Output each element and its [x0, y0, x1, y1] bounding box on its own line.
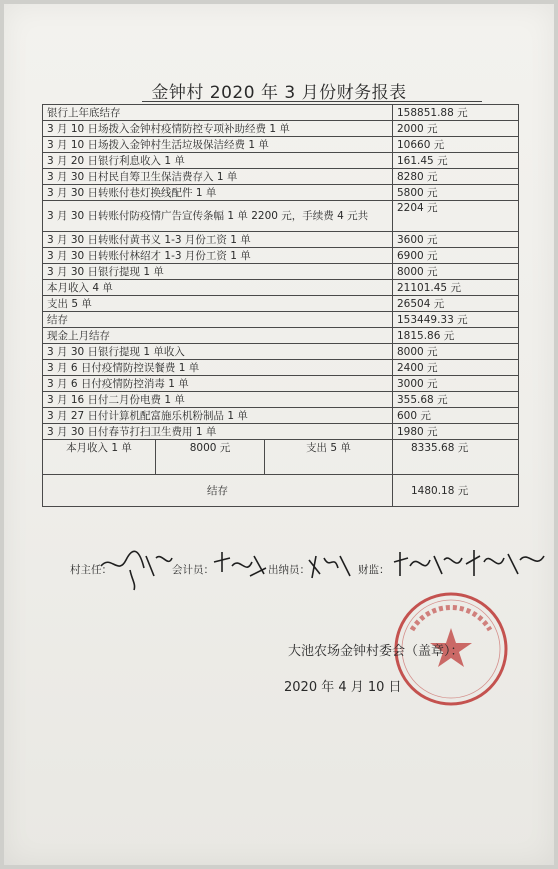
- row-description: 3 月 30 日村民自筹卫生保洁费存入 1 单: [43, 169, 393, 185]
- summary-income-label: 本月收入 1 单: [43, 440, 156, 474]
- table-row: [43, 248, 519, 264]
- title-underline: [142, 101, 482, 102]
- table-row: [43, 232, 519, 248]
- table-row: [43, 121, 519, 137]
- accountant-signature: [210, 548, 268, 584]
- row-amount: 8000 元: [393, 344, 519, 360]
- row-description: 3 月 30 日转账付防疫情广告宣传条幅 1 单 2200 元，手续费 4 元共: [43, 201, 393, 232]
- row-description: 3 月 16 日付二月份电费 1 单: [43, 392, 393, 408]
- row-description: 3 月 20 日银行利息收入 1 单: [43, 153, 393, 169]
- row-amount: 1815.86 元: [393, 328, 519, 344]
- row-amount: 3600 元: [393, 232, 519, 248]
- row-amount: 600 元: [393, 408, 519, 424]
- row-description: 3 月 30 日转账付黄书义 1-3 月份工资 1 单: [43, 232, 393, 248]
- row-description: 结存: [43, 312, 393, 328]
- table-row: [43, 280, 519, 296]
- row-description: 3 月 6 日付疫情防控消毒 1 单: [43, 376, 393, 392]
- row-amount: 2204 元: [393, 201, 519, 232]
- row-amount: 2400 元: [393, 360, 519, 376]
- row-amount: 3000 元: [393, 376, 519, 392]
- row-amount: 26504 元: [393, 296, 519, 312]
- table-row: [43, 344, 519, 360]
- row-description: 现金上月结存: [43, 328, 393, 344]
- row-description: 3 月 30 日转账付林绍才 1-3 月份工资 1 单: [43, 248, 393, 264]
- table-row: [43, 312, 519, 328]
- summary-expense-label: 支出 5 单: [306, 442, 351, 454]
- row-description: 3 月 30 日银行提现 1 单: [43, 264, 393, 280]
- cashier-label: 出纳员：: [268, 564, 310, 576]
- finance-label: 财监：: [358, 564, 390, 576]
- head-signature: [96, 546, 176, 592]
- organization-stamp-line: 大池农场金钟村委会（盖章）：: [288, 644, 464, 659]
- row-amount: 153449.33 元: [393, 312, 519, 328]
- table-row: [43, 360, 519, 376]
- summary-cell: [43, 440, 393, 475]
- balance-row: [43, 475, 519, 507]
- head-label: 村主任：: [70, 564, 112, 576]
- row-amount: 161.45 元: [393, 153, 519, 169]
- table-row: [43, 169, 519, 185]
- table-row: [43, 328, 519, 344]
- row-amount: 8280 元: [393, 169, 519, 185]
- row-amount: 21101.45 元: [393, 280, 519, 296]
- row-amount: 10660 元: [393, 137, 519, 153]
- row-description: 银行上年底结存: [43, 105, 393, 121]
- table-row: [43, 296, 519, 312]
- row-amount: 1980 元: [393, 424, 519, 440]
- row-description: 支出 5 单: [43, 296, 393, 312]
- row-amount: 158851.88 元: [393, 105, 519, 121]
- row-description: 3 月 10 日场拨入金钟村疫情防控专项补助经费 1 单: [43, 121, 393, 137]
- finance-table: [42, 104, 519, 507]
- table-row: [43, 185, 519, 201]
- table-row: [43, 424, 519, 440]
- row-amount: 355.68 元: [393, 392, 519, 408]
- row-description: 3 月 30 日转账付巷灯换线配件 1 单: [43, 185, 393, 201]
- summary-split: [43, 440, 392, 474]
- table-row: [43, 376, 519, 392]
- table-row: [43, 392, 519, 408]
- table-row: [43, 137, 519, 153]
- table-row: [43, 105, 519, 121]
- finance-signatures: [390, 546, 550, 586]
- row-amount: 2000 元: [393, 121, 519, 137]
- report-title: 金钟村 2020 年 3 月份财务报表: [151, 83, 407, 103]
- cashier-signature: [306, 550, 354, 584]
- finance-table-body: [43, 105, 519, 507]
- accountant-label: 会计员：: [172, 564, 214, 576]
- summary-row: [43, 440, 519, 475]
- row-amount: 5800 元: [393, 185, 519, 201]
- summary-income-amount: 8000 元: [156, 440, 265, 474]
- row-description: 3 月 30 日付春节打扫卫生费用 1 单: [43, 424, 393, 440]
- row-description: 3 月 30 日银行提现 1 单收入: [43, 344, 393, 360]
- row-description: 3 月 6 日付疫情防控误餐费 1 单: [43, 360, 393, 376]
- balance-amount: 1480.18 元: [393, 475, 519, 507]
- table-row: [43, 264, 519, 280]
- report-date: 2020 年 4 月 10 日: [284, 680, 402, 695]
- row-description: 本月收入 4 单: [43, 280, 393, 296]
- row-description: 3 月 10 日场拨入金钟村生活垃圾保洁经费 1 单: [43, 137, 393, 153]
- row-amount: 8000 元: [393, 264, 519, 280]
- table-row: [43, 201, 519, 232]
- row-description: 3 月 27 日付计算机配富施乐机粉制品 1 单: [43, 408, 393, 424]
- table-row: [43, 153, 519, 169]
- balance-label: 结存: [43, 475, 393, 507]
- signature-line: [70, 552, 550, 592]
- summary-expense-amount: 8335.68 元: [393, 440, 519, 475]
- row-amount: 6900 元: [393, 248, 519, 264]
- table-row: [43, 408, 519, 424]
- document-page: [4, 4, 554, 865]
